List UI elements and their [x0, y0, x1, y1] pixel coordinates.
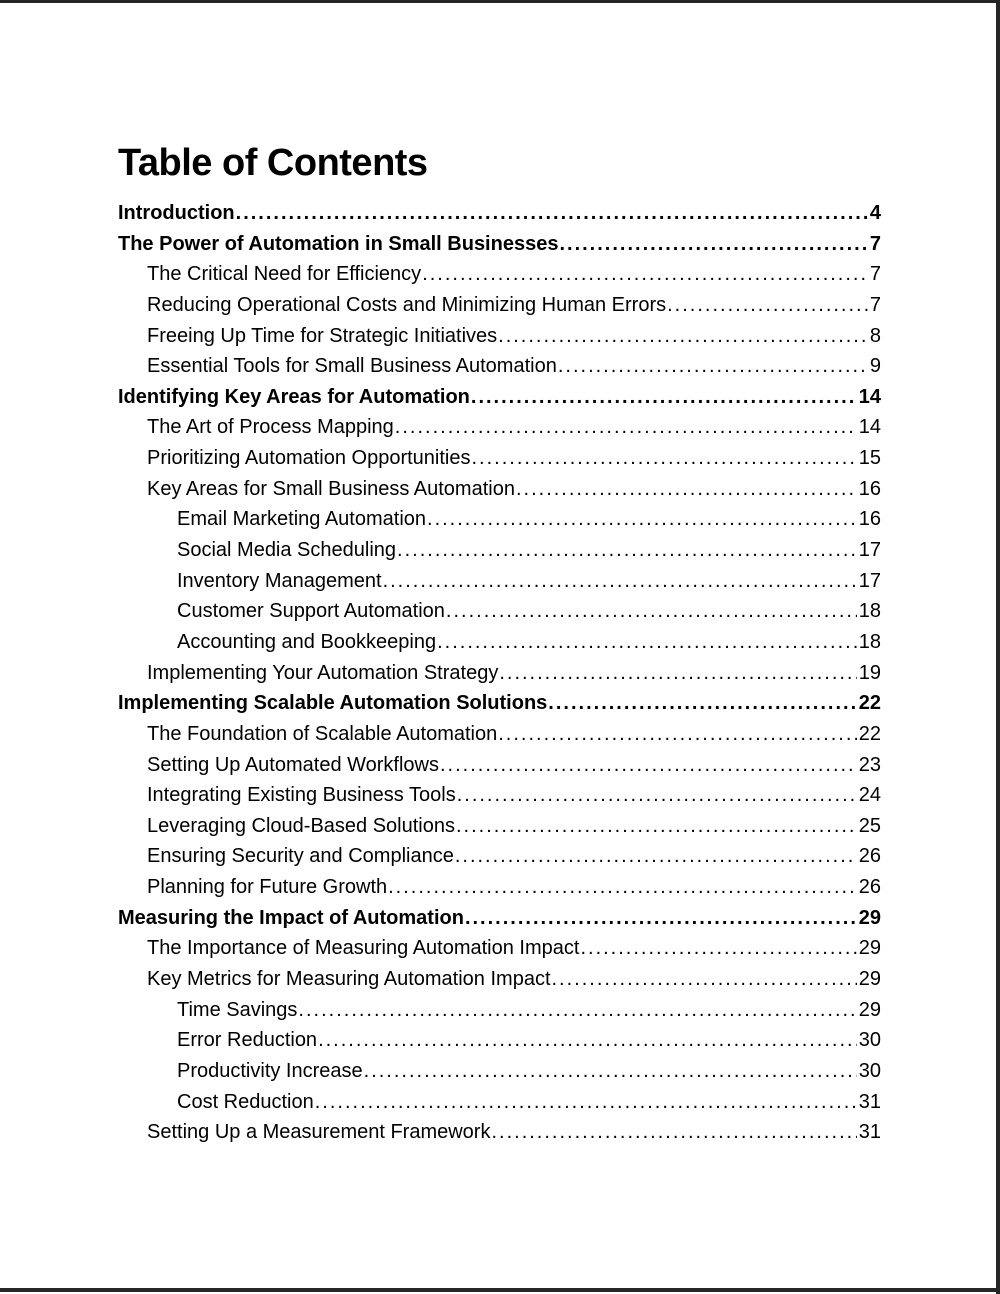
toc-entry[interactable]: [118, 841, 881, 872]
toc-entry-label: Prioritizing Automation Opportunities: [147, 447, 471, 470]
toc-entry-label: Essential Tools for Small Business Automation: [147, 355, 557, 378]
toc-entry[interactable]: [118, 596, 881, 627]
toc-entry-label: Introduction: [118, 202, 235, 224]
toc-entry-label: Productivity Increase: [177, 1059, 363, 1082]
toc-entry[interactable]: [118, 198, 881, 229]
window-edge-top: [0, 0, 1000, 3]
window-edge-right: [996, 0, 1000, 1294]
toc-entry-label: Measuring the Impact of Automation: [118, 906, 464, 929]
toc-entry[interactable]: [118, 321, 881, 352]
dot-leader: [498, 658, 856, 689]
toc-entry-label: Implementing Scalable Automation Solutions: [118, 692, 548, 715]
toc-page-number: 29: [858, 937, 881, 960]
toc-entry-label: The Importance of Measuring Automation Impact: [147, 937, 580, 960]
toc-entry[interactable]: [118, 903, 881, 934]
toc-entry[interactable]: [118, 382, 881, 413]
toc-entry[interactable]: [118, 933, 881, 964]
toc-page-number: 9: [869, 355, 881, 378]
toc-page-number: 26: [858, 876, 881, 899]
toc-page-number: 24: [858, 784, 881, 807]
toc-entry-label: Implementing Your Automation Strategy: [147, 661, 499, 684]
dot-leader: [666, 290, 868, 321]
toc-entry-label: Leveraging Cloud-Based Solutions: [147, 814, 455, 837]
dot-leader: [497, 321, 868, 352]
toc-entry-label: Time Savings: [177, 998, 298, 1021]
toc-page-number: 7: [869, 263, 881, 286]
toc-entry-label: Accounting and Bookkeeping: [177, 630, 437, 653]
toc-entry[interactable]: [118, 1087, 881, 1118]
dot-leader: [464, 903, 857, 934]
toc-entry-label: Cost Reduction: [177, 1090, 314, 1113]
toc-entry[interactable]: [118, 351, 881, 382]
toc-entry[interactable]: [118, 259, 881, 290]
toc-page-number: 17: [858, 539, 881, 562]
toc-page-number: 30: [858, 1059, 881, 1082]
toc-page-number: 4: [869, 202, 881, 224]
toc-entry-label: Identifying Key Areas for Automation: [118, 385, 470, 408]
toc-entry-label: Ensuring Security and Compliance: [147, 845, 454, 868]
toc-entry-label: Key Metrics for Measuring Automation Impact: [147, 968, 551, 991]
toc-page-number: 31: [858, 1121, 881, 1144]
toc-entry[interactable]: [118, 658, 881, 689]
toc-entry[interactable]: [118, 474, 881, 505]
toc-entry-label: Error Reduction: [177, 1029, 318, 1052]
toc-page-number: 29: [858, 968, 881, 991]
toc-entry[interactable]: [118, 412, 881, 443]
toc-page-number: 14: [858, 416, 881, 439]
toc-page-number: 31: [858, 1090, 881, 1113]
toc-page-number: 26: [858, 845, 881, 868]
toc-entry-label: Customer Support Automation: [177, 600, 445, 623]
dot-leader: [454, 841, 857, 872]
toc-entry-label: The Foundation of Scalable Automation: [147, 722, 498, 745]
toc-entry-label: Key Areas for Small Business Automation: [147, 477, 515, 500]
dot-leader: [363, 1056, 857, 1087]
toc-entry[interactable]: [118, 443, 881, 474]
window-edge-bottom: [0, 1288, 1000, 1292]
page-title: Table of Contents: [118, 142, 428, 185]
dot-leader: [471, 443, 857, 474]
dot-leader: [547, 688, 856, 719]
toc-entry-label: Email Marketing Automation: [177, 508, 427, 531]
toc-entry[interactable]: [118, 780, 881, 811]
toc-page-number: 15: [858, 447, 881, 470]
toc-page-number: 7: [869, 232, 881, 255]
toc-entry[interactable]: [118, 290, 881, 321]
toc-page-number: 22: [858, 692, 881, 715]
toc-entry[interactable]: [118, 566, 881, 597]
dot-leader: [394, 412, 857, 443]
dot-leader: [557, 351, 868, 382]
toc-entry-label: Integrating Existing Business Tools: [147, 784, 456, 807]
dot-leader: [421, 259, 868, 290]
dot-leader: [497, 719, 857, 750]
dot-leader: [235, 198, 868, 229]
toc-entry[interactable]: [118, 1117, 881, 1148]
toc-entry-label: Social Media Scheduling: [177, 539, 397, 562]
toc-page-number: 30: [858, 1029, 881, 1052]
toc-entry[interactable]: [118, 719, 881, 750]
dot-leader: [426, 504, 857, 535]
toc-page-number: 23: [858, 753, 881, 776]
dot-leader: [436, 627, 857, 658]
toc-entry-label: Setting Up a Measurement Framework: [147, 1121, 491, 1144]
dot-leader: [455, 811, 857, 842]
dot-leader: [470, 382, 857, 413]
toc-page-number: 7: [869, 293, 881, 316]
toc-list: [118, 198, 881, 1148]
toc-entry[interactable]: [118, 811, 881, 842]
dot-leader: [387, 872, 857, 903]
dot-leader: [317, 1025, 857, 1056]
toc-entry[interactable]: [118, 1056, 881, 1087]
toc-entry[interactable]: [118, 872, 881, 903]
dot-leader: [314, 1087, 857, 1118]
toc-entry[interactable]: [118, 1025, 881, 1056]
toc-page-number: 17: [858, 569, 881, 592]
toc-page-number: 19: [858, 661, 881, 684]
dot-leader: [558, 229, 867, 260]
toc-entry[interactable]: [118, 229, 881, 260]
toc-entry[interactable]: [118, 535, 881, 566]
dot-leader: [297, 995, 856, 1026]
toc-page-number: 25: [858, 814, 881, 837]
toc-page-number: 8: [869, 324, 881, 347]
toc-entry[interactable]: [118, 504, 881, 535]
toc-entry-label: The Power of Automation in Small Businesses: [118, 232, 559, 255]
toc-entry[interactable]: [118, 964, 881, 995]
toc-page-number: 22: [858, 722, 881, 745]
toc-page-number: 16: [858, 477, 881, 500]
toc-entry-label: Freeing Up Time for Strategic Initiatives: [147, 324, 498, 347]
dot-leader: [490, 1117, 856, 1148]
toc-entry-label: The Critical Need for Efficiency: [147, 263, 422, 286]
dot-leader: [579, 933, 856, 964]
toc-page-number: 29: [858, 998, 881, 1021]
toc-page-number: 16: [858, 508, 881, 531]
toc-entry[interactable]: [118, 750, 881, 781]
dot-leader: [439, 750, 857, 781]
toc-page-number: 14: [858, 385, 881, 408]
toc-entry-label: Planning for Future Growth: [147, 876, 388, 899]
toc-entry-label: Inventory Management: [177, 569, 382, 592]
toc-entry-label: Setting Up Automated Workflows: [147, 753, 439, 776]
toc-entry-label: The Art of Process Mapping: [147, 416, 394, 439]
toc-entry-label: Reducing Operational Costs and Minimizing Human Errors: [147, 293, 667, 316]
toc-entry[interactable]: [118, 688, 881, 719]
toc-entry[interactable]: [118, 627, 881, 658]
toc-entry[interactable]: [118, 995, 881, 1026]
toc-page-number: 18: [858, 630, 881, 653]
toc-page-number: 29: [858, 906, 881, 929]
dot-leader: [396, 535, 857, 566]
dot-leader: [382, 566, 857, 597]
dot-leader: [551, 964, 857, 995]
dot-leader: [515, 474, 857, 505]
dot-leader: [456, 780, 857, 811]
toc-page-number: 18: [858, 600, 881, 623]
dot-leader: [445, 596, 857, 627]
